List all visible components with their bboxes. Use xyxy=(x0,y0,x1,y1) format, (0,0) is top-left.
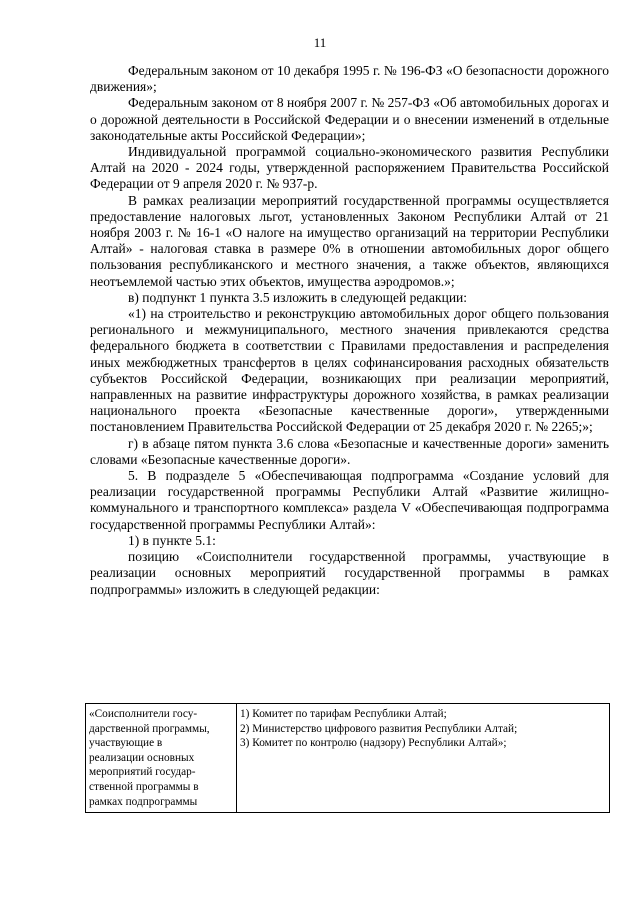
table-cell-label xyxy=(86,704,237,813)
label-line: участвующие в xyxy=(89,737,163,750)
label-line: реализации основных xyxy=(89,751,195,764)
executor-item: 1) Комитет по тарифам Республики Алтай; xyxy=(240,708,447,720)
table-row xyxy=(86,704,610,813)
label-line: «Соисполнители госу- xyxy=(89,708,198,720)
label-line: дарственной программы, xyxy=(89,722,210,735)
paragraph-section-5: 5. В подразделе 5 «Обеспечивающая подпрограмма «Создание условий для реализации государственной программы Республики Алтай «Развитие жилищно-коммунального и транспортного комплекса» раздела V «Обеспечивающая подпрограмма государственной программы Республики Алтай»: xyxy=(90,468,609,532)
paragraph-item-v: в) подпункт 1 пункта 3.5 изложить в следующей редакции: xyxy=(128,289,468,305)
document-body xyxy=(90,63,609,598)
paragraph-law-196: Федеральным законом от 10 декабря 1995 г. № 196-ФЗ «О безопасности дорожного движения»; xyxy=(90,63,609,95)
paragraph-tax-benefits: В рамках реализации мероприятий государственной программы осуществляется предоставление налоговых льгот, установленных Законом Республики Алтай от 21 ноября 2003 г. № 16-1 «О налоге на имущество организаций на территории Республики Алтай» - налоговая ставка в размере 0% в отношении автомобильных дорог общего пользования республиканского и местного значения, а также объектов, являющихся неотъемлемой частью этих объектов, имущества аэродромов.»; xyxy=(90,192,609,289)
label-line: рамках подпрограммы xyxy=(89,795,198,808)
executor-item: 3) Комитет по контролю (надзору) Республики Алтай»; xyxy=(240,737,507,750)
table-cell-value xyxy=(237,704,610,813)
paragraph-position: позицию «Соисполнители государственной программы, участвующие в реализации основных мероприятий государственной программы в рамках подпрограммы» изложить в следующей редакции: xyxy=(90,549,609,597)
executor-item: 2) Министерство цифрового развития Республики Алтай; xyxy=(240,722,518,735)
paragraph-item-g: г) в абзаце пятом пункта 3.6 слова «Безопасные и качественные дороги» заменить словами «Безопасные качественные дороги». xyxy=(90,435,609,467)
label-line: мероприятий государ- xyxy=(89,766,196,779)
paragraph-federal-budget: «1) на строительство и реконструкцию автомобильных дорог общего пользования регионального и межмуниципального, местного значения привлекаются средства федерального бюджета в соответствии с Правилами предоставления и распределения иных межбюджетных трансфертов в целях софинансирования расходных обязательств субъектов Российской Федерации, возникающих при реализации мероприятий, направленных на развитие инфраструктуры дорожного хозяйства, в рамках реализации национального проекта «Безопасные качественные дороги», утвержденными постановлением Правительства Российской Федерации от 25 декабря 2020 г. № 2265;»; xyxy=(90,306,609,435)
paragraph-point-5-1: 1) в пункте 5.1: xyxy=(128,532,216,548)
page-number: 11 xyxy=(313,35,327,50)
label-line: ственной программы в xyxy=(89,780,199,793)
co-executors-table xyxy=(85,703,610,813)
paragraph-law-257: Федеральным законом от 8 ноября 2007 г. № 257-ФЗ «Об автомобильных дорогах и о дорожной деятельности в Российской Федерации и о внесении изменений в отдельные законодательные акты Российской Федерации»; xyxy=(90,95,609,143)
paragraph-individual-program: Индивидуальной программой социально-экономического развития Республики Алтай на 2020 - 2024 годы, утвержденной распоряжением Правительства Российской Федерации от 9 апреля 2020 г. № 937-р. xyxy=(90,144,609,192)
